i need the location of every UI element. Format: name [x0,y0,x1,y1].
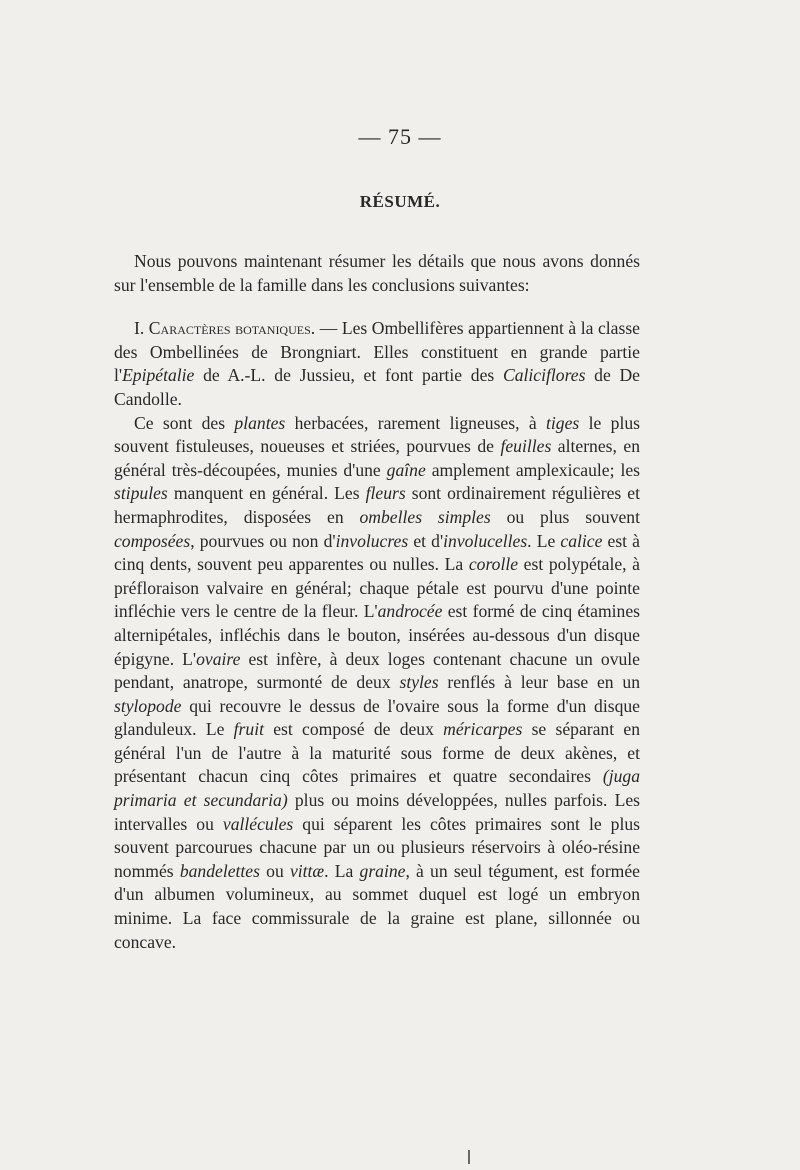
text-run: est formé de cinq étamines alternipétales, infléchis dans le bouton, insérées au-dessous d'un disque épigyne. L' [114,601,640,669]
term-tiges: tiges [546,412,580,433]
text-run: de A.-L. de Jussieu, et font partie des [194,365,503,386]
text-run: sont ordinairement régulières et hermaphrodites, disposées en [114,483,640,527]
term-vallecules: vallécules [222,813,294,834]
text-run: — Les Ombellifères appartiennent à la classe des Ombellinées de Brongniart. Elles constituent en grande partie l' [114,318,640,386]
term-juga: (juga primaria et secundaria) [114,766,640,811]
term-plantes: plantes [234,412,286,433]
term-gaine: gaîne [386,459,426,480]
text-run: , pourvues ou non d' [190,530,336,551]
text-run: , à un seul tégument, est formée d'un albumen volumineux, au sommet duquel est logé un embryon minime. La face commissurale de la graine est plane, sillonnée ou concave. [114,860,640,952]
text-run: . La [324,860,360,881]
text-run: manquent en général. Les [167,483,366,504]
intro-paragraph: Nous pouvons maintenant résumer les détails que nous avons donnés sur l'ensemble de la famille dans les conclusions suivantes: [114,251,640,295]
term-stylopode: stylopode [114,695,182,716]
term-involucres: involucres [335,530,409,551]
term-fruit: fruit [233,719,264,740]
paragraph-botanical-description [114,412,640,955]
text-run: est polypétale, à préfloraison valvaire en général; chaque pétale est pourvu d'une pointe infléchie vers le centre de la fleur. L' [114,554,640,622]
term-styles: styles [399,672,439,693]
print-mark [468,1150,470,1164]
section-heading: RÉSUMÉ. [359,192,441,211]
section-title: Caractères botaniques. [148,318,316,339]
paragraph-botanical-classification [114,317,640,411]
text-run: est infère, à deux loges contenant chacune un ovule pendant, anatrope, surmonté de deux [114,648,640,693]
text-run: ou [259,860,290,881]
term-epipetalie: Epipétalie [122,365,195,386]
term-fleurs: fleurs [365,483,406,504]
term-graine: graine [359,860,406,881]
term-vittae: vittæ [289,860,325,881]
term-calice: calice [560,530,603,551]
page-number: — 75 — [358,124,442,149]
text-run: de De Candolle. [114,365,640,409]
term-androcee: androcée [377,601,443,622]
text-run: Ce sont des [134,412,235,433]
term-feuilles: feuilles [500,436,552,457]
text-run: le plus souvent fistuleuses, noueuses et striées, pourvues de [114,412,641,457]
text-run: alternes, en général très-découpées, munies d'une [114,436,640,480]
term-corolle: corolle [468,554,519,575]
text-run: . Le [527,530,561,551]
text-run: plus ou moins développées, nulles parfois. Les intervalles ou [114,790,640,834]
term-ovaire: ovaire [196,648,241,669]
text-run: est composé de deux [263,719,444,740]
text-run: ou plus souvent [490,506,640,527]
text-run: qui recouvre le dessus de l'ovaire sous la forme d'un disque glanduleux. Le [114,695,640,740]
term-involucelles: involucelles [443,530,528,551]
term-ombelles-simples: ombelles simples [359,506,491,527]
text-run: qui séparent les côtes primaires sont le plus souvent parcourues chacune par un ou plusieurs réservoirs à oléo-résine nommés [114,813,641,881]
term-mericarpes: méricarpes [443,719,523,740]
text-run: est à cinq dents, souvent peu apparentes ou nulles. La [114,530,640,575]
term-stipules: stipules [114,483,168,504]
section-numeral: I. [134,318,145,339]
text-run: et d' [408,530,444,551]
body-text [114,250,640,954]
text-run: amplement amplexicaule; les [425,459,640,480]
text-run: renflés à leur base en un [438,672,640,693]
term-caliciflores: Caliciflores [502,365,586,386]
text-run: se séparant en général l'un de l'autre à la maturité sous forme de deux akènes, et présentant chacun cinq côtes primaires et quatre secondaires [114,719,640,787]
term-bandelettes: bandelettes [179,860,260,881]
term-composees: composées [114,530,191,551]
text-run: herbacées, rarement ligneuses, à [285,412,547,433]
